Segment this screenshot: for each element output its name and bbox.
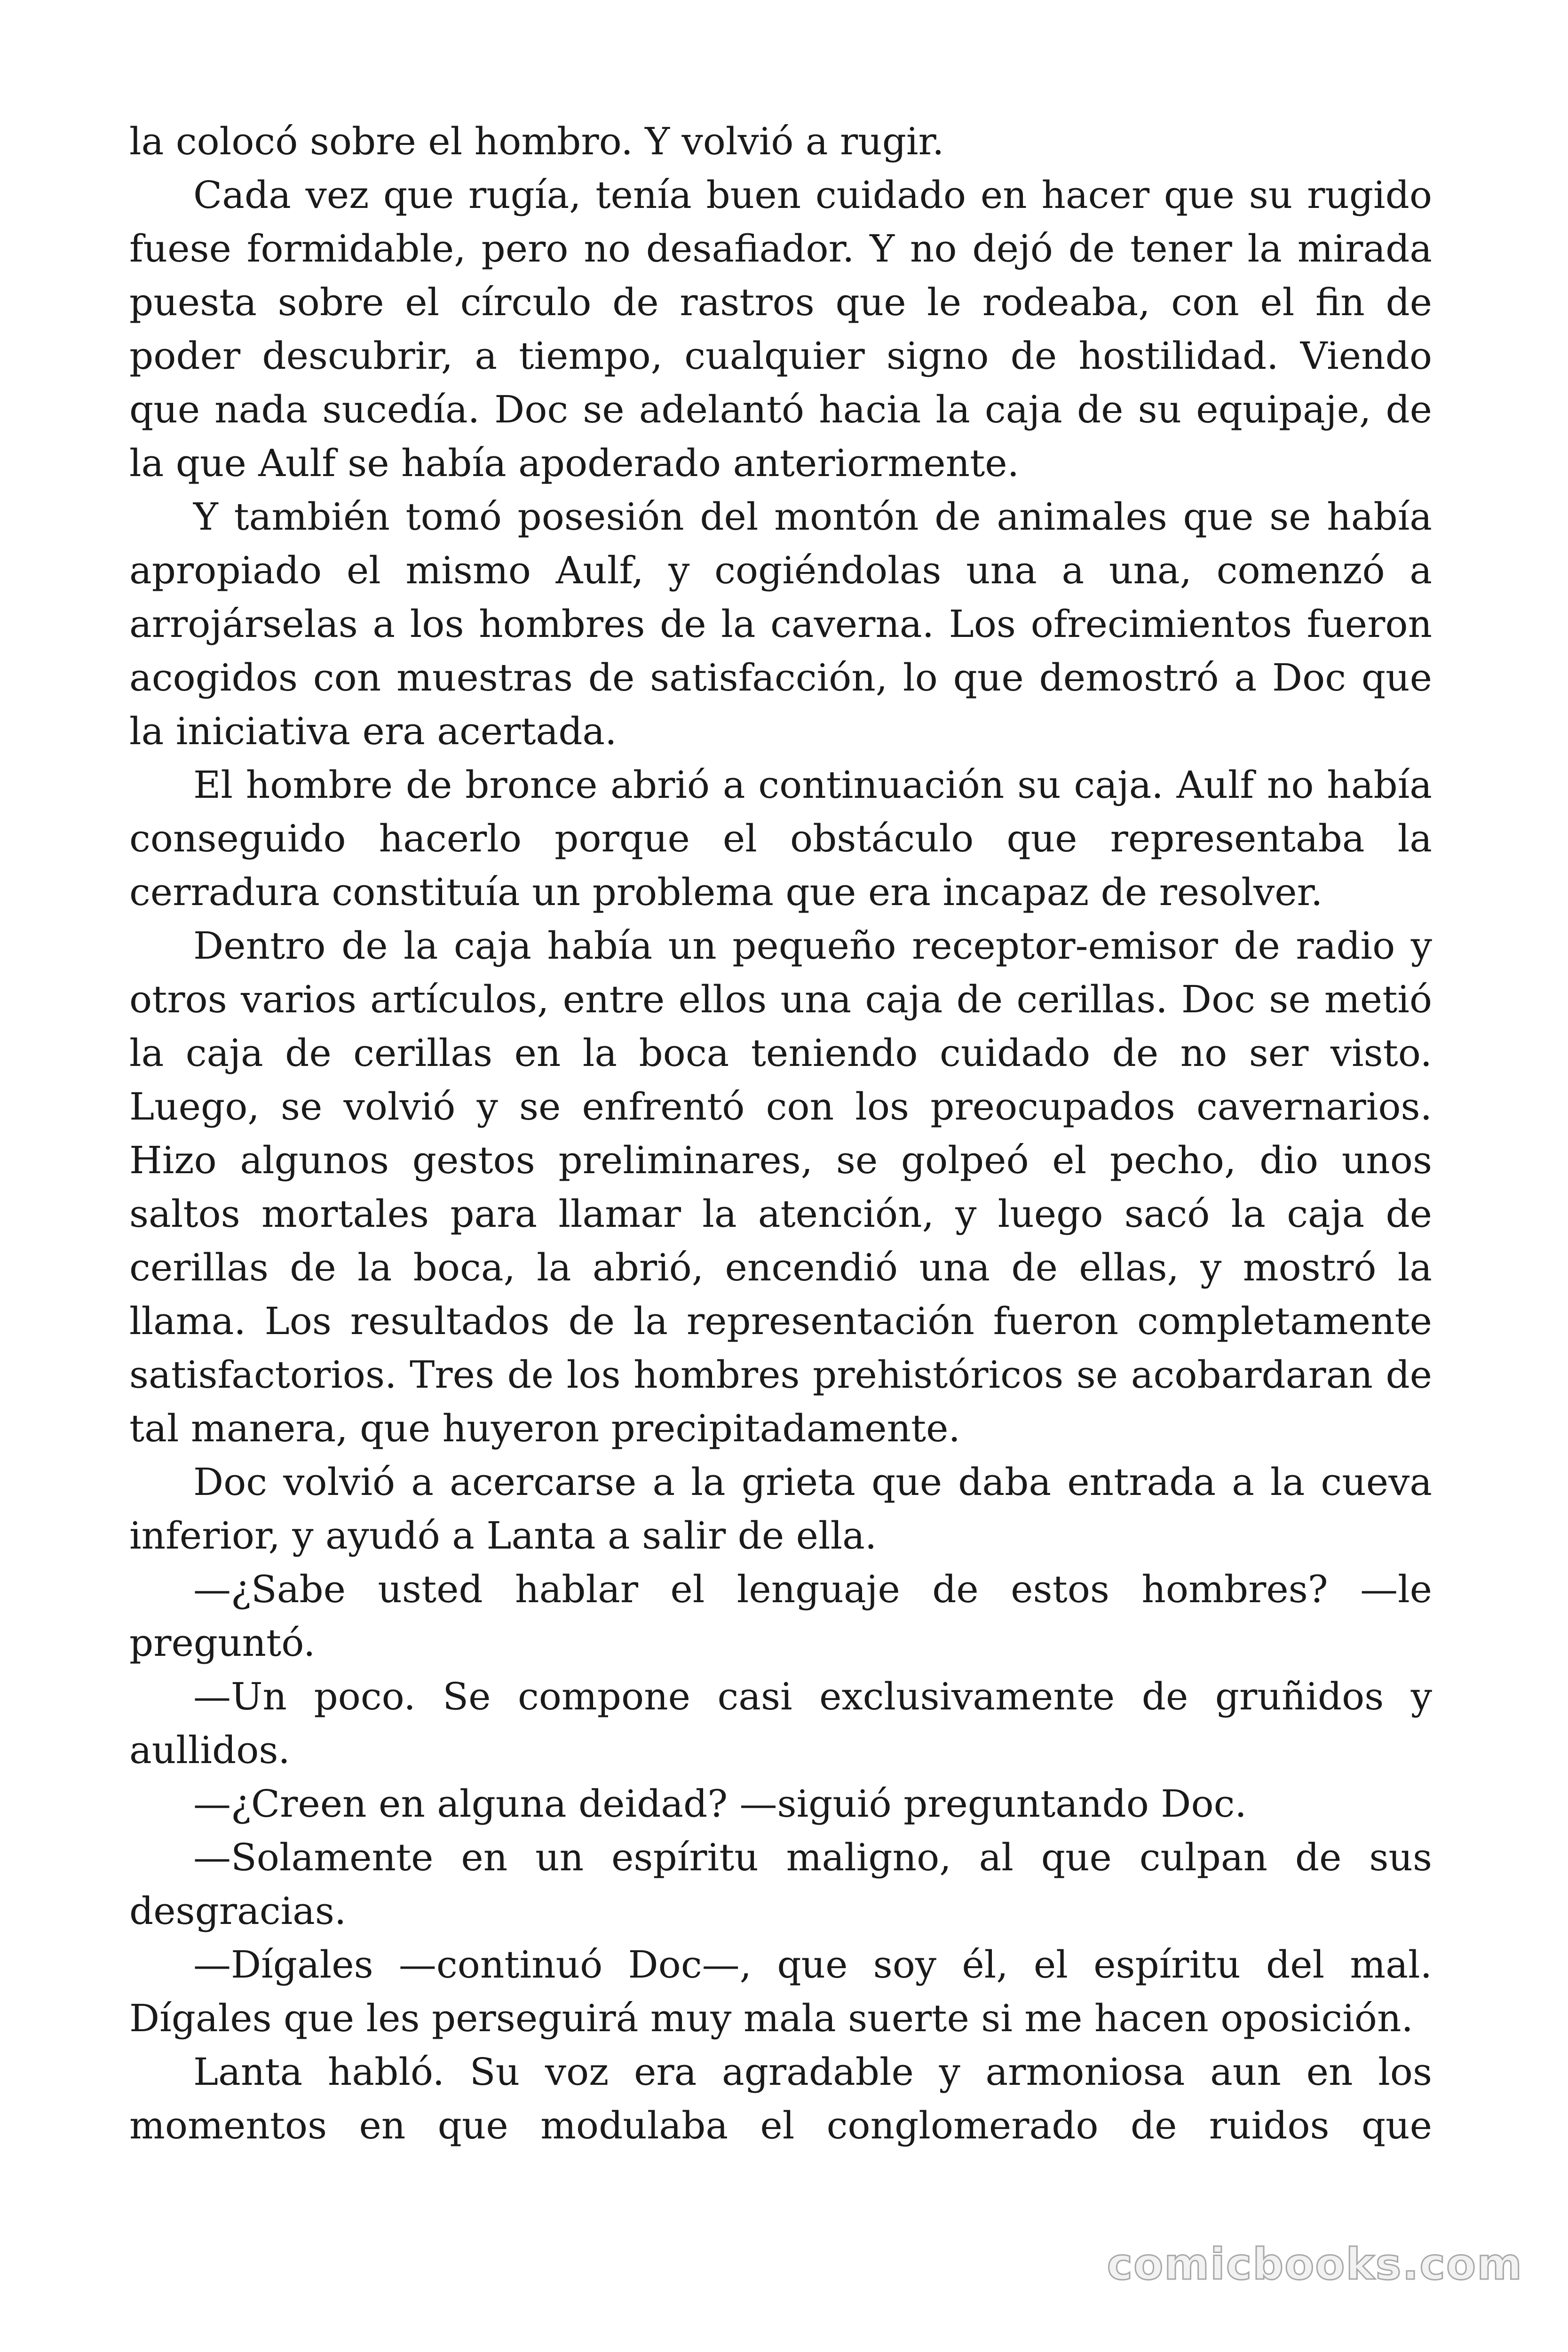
paragraph-7: —¿Sabe usted hablar el lenguaje de estos hombres? —le preguntó. [129,1567,1432,1665]
paragraph-2: Cada vez que rugía, tenía buen cuidado en hacer que su rugido fuese formidable, pero no desafiador. Y no dejó de tener la mirada puesta sobre el círculo de rastros que le rodeaba, con el fin de poder descubrir, a tiempo, cualquier signo de hostilidad. Viendo que nada sucedía. Doc se adelantó hacia la caja de su equipaje, de la que Aulf se había apoderado anteriormente. [129,173,1432,485]
paragraph-6: Doc volvió a acercarse a la grieta que daba entrada a la cueva inferior, y ayudó a Lanta a salir de ella. [129,1460,1432,1557]
paragraph-4: El hombre de bronce abrió a continuación su caja. Aulf no había conseguido hacerlo porque el obstáculo que representaba la cerradura constituía un problema que era incapaz de resolver. [129,763,1432,914]
paragraph-3: Y también tomó posesión del montón de animales que se había apropiado el mismo Aulf, y cogiéndolas una a una, comenzó a arrojárselas a los hombres de la caverna. Los ofrecimientos fueron acogidos con muestras de satisfacción, lo que demostró a Doc que la iniciativa era acertada. [129,495,1432,753]
paragraph-5: Dentro de la caja había un pequeño receptor-emisor de radio y otros varios artículos, entre ellos una caja de cerillas. Doc se metió la caja de cerillas en la boca teniendo cuidado de no ser visto. Luego, se volvió y se enfrentó con los preocupados cavernarios. Hizo algunos gestos preliminares, se golpeó el pecho, dio unos saltos mortales para llamar la atención, y luego sacó la caja de cerillas de la boca, la abrió, encendió una de ellas, y mostró la llama. Los resultados de la representación fueron completamente satisfactorios. Tres de los hombres prehistóricos se acobardaran de tal manera, que huyeron precipitadamente. [129,924,1432,1450]
paragraph-11: —Dígales —continuó Doc—, que soy él, el espíritu del mal. Dígales que les perseguirá muy mala suerte si me hacen oposición. [129,1943,1432,2040]
page-body [129,115,1432,2153]
paragraph-9: —¿Creen en alguna deidad? —siguió preguntando Doc. [193,1782,1247,1826]
paragraph-10: —Solamente en un espíritu maligno, al que culpan de sus desgracias. [129,1836,1432,1933]
watermark-logo: comicbooks.com [1107,2239,1523,2289]
paragraph-8: —Un poco. Se compone casi exclusivamente de gruñidos y aullidos. [129,1675,1432,1772]
paragraph-12: Lanta habló. Su voz era agradable y armoniosa aun en los momentos en que modulaba el conglomerado de ruidos que [129,2050,1432,2147]
paragraph-1: la colocó sobre el hombro. Y volvió a rugir. [129,119,944,163]
